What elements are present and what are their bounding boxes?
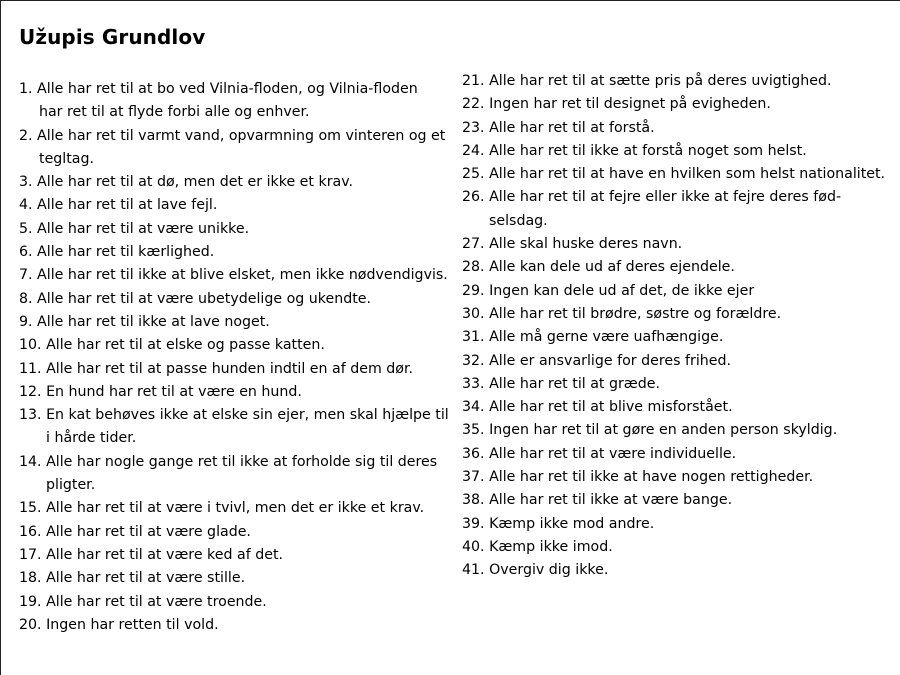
list-item: 14. Alle har nogle gange ret til ikke at forholde sig til deres pligter.	[19, 453, 438, 494]
list-item: 39. Kæmp ikke mod andre.	[462, 515, 655, 532]
list-item: 23. Alle har ret til at forstå.	[462, 119, 655, 136]
list-item: 36. Alle har ret til at være individuelle.	[462, 445, 737, 462]
list-item: 30. Alle har ret til brødre, søstre og forældre.	[462, 305, 782, 322]
list-item: 9. Alle har ret til ikke at lave noget.	[19, 313, 270, 330]
list-item: 21. Alle har ret til at sætte pris på deres uvigtighed.	[462, 73, 832, 89]
list-item: 19. Alle har ret til at være troende.	[19, 593, 267, 610]
list-item: 41. Overgiv dig ikke.	[462, 562, 609, 579]
list-item: 27. Alle skal huske deres navn.	[462, 236, 683, 253]
list-item: 34. Alle har ret til at blive misforstået.	[462, 399, 733, 416]
list-item: 24. Alle har ret til ikke at forstå noget som helst.	[462, 142, 807, 159]
list-item: 12. En hund har ret til at være en hund.	[19, 383, 302, 400]
list-item: 38. Alle har ret til ikke at være bange.	[462, 492, 733, 509]
list-item: 29. Ingen kan dele ud af det, de ikke ejer	[462, 282, 755, 299]
list-item: 33. Alle har ret til at græde.	[462, 375, 660, 392]
list-item: 26. Alle har ret til at fejre eller ikke at fejre deres fød- selsdag.	[462, 189, 842, 229]
articles-left-column	[19, 78, 451, 637]
list-item: 13. En kat behøves ikke at elske sin ejer, men skal hjælpe til i hårde tider.	[19, 407, 449, 447]
list-item: 15. Alle har ret til at være i tvivl, men det er ikke et krav.	[19, 500, 425, 517]
list-item: 8. Alle har ret til at være ubetydelige og ukendte.	[19, 290, 372, 307]
list-item: 22. Ingen har ret til designet på evigheden.	[462, 96, 771, 113]
list-item: 18. Alle har ret til at være stille.	[19, 570, 246, 587]
page-title: Užupis Grundlov	[19, 25, 206, 49]
list-item: 11. Alle har ret til at passe hunden indtil en af dem dør.	[19, 360, 414, 377]
list-item: 16. Alle har ret til at være glade.	[19, 523, 251, 540]
list-item: 35. Ingen har ret til at gøre en anden person skyldig.	[462, 422, 838, 439]
list-item: 17. Alle har ret til at være ked af det.	[19, 546, 284, 563]
list-item: 25. Alle har ret til at have en hvilken som helst nationalitet.	[462, 166, 886, 183]
list-item: 37. Alle har ret til ikke at have nogen rettigheder.	[462, 469, 814, 486]
list-item: 40. Kæmp ikke imod.	[462, 538, 613, 555]
list-item: 4. Alle har ret til at lave fejl.	[19, 197, 218, 214]
articles-right-column	[462, 70, 894, 583]
list-item: 10. Alle har ret til at elske og passe katten.	[19, 337, 325, 354]
list-item: 31. Alle må gerne være uafhængige.	[462, 329, 724, 346]
list-item: 32. Alle er ansvarlige for deres frihed.	[462, 352, 732, 369]
list-item: 3. Alle har ret til at dø, men det er ikke et krav.	[19, 174, 354, 191]
list-item: 7. Alle har ret til ikke at blive elsket, men ikke nødvendigvis.	[19, 267, 448, 284]
list-item: 2. Alle har ret til varmt vand, opvarmning om vinteren og et tegltag.	[19, 127, 446, 167]
list-item: 5. Alle har ret til at være unikke.	[19, 220, 250, 237]
list-item: 6. Alle har ret til kærlighed.	[19, 244, 215, 261]
list-item: 1. Alle har ret til at bo ved Vilnia-floden, og Vilnia-floden har ret til at flyde forbi alle og enhver.	[19, 81, 418, 121]
list-item: 20. Ingen har retten til vold.	[19, 616, 219, 633]
list-item: 28. Alle kan dele ud af deres ejendele.	[462, 259, 735, 276]
